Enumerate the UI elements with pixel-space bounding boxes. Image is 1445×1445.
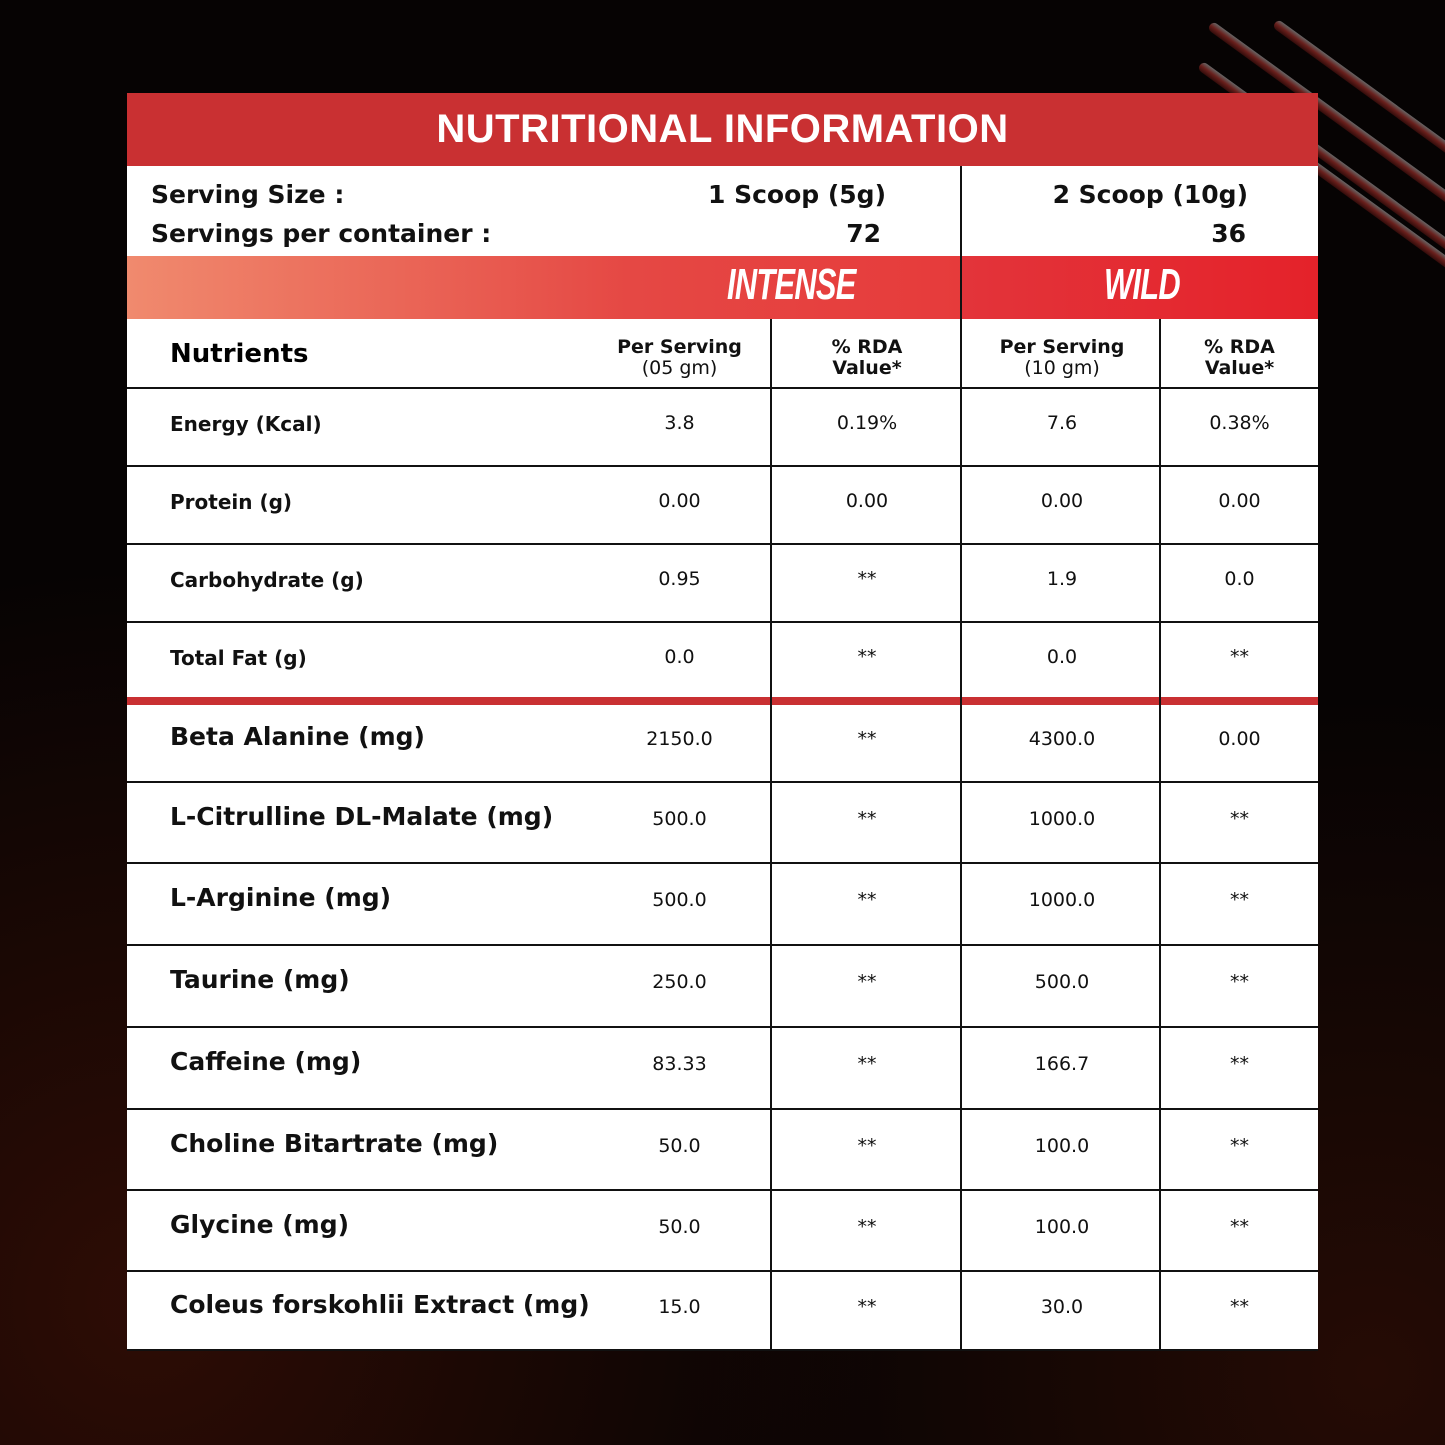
- cell-r2: **: [1230, 646, 1249, 668]
- cell-r1: **: [857, 646, 877, 668]
- cell-r1: **: [857, 807, 877, 830]
- header-text: % RDA: [831, 336, 903, 358]
- cell-v2: 1000.0: [1028, 807, 1096, 830]
- nutrient-name: Glycine (mg): [170, 1209, 350, 1239]
- cell-v1: 50.0: [658, 1134, 701, 1157]
- cell-r1: **: [857, 728, 877, 750]
- cell-v2: 0.00: [1040, 490, 1084, 512]
- cell-v1: 15.0: [658, 1295, 701, 1318]
- table-row: [127, 1110, 1318, 1191]
- table-row: [127, 389, 1318, 467]
- header-subtext: Value*: [1204, 357, 1275, 379]
- servings-per-container-label: Servings per container :: [151, 219, 492, 248]
- table-row: [127, 467, 1318, 545]
- table-row: [127, 783, 1318, 864]
- header-text: Per Serving: [617, 336, 742, 358]
- column-headers: [127, 319, 1318, 389]
- cell-v1: 0.95: [658, 568, 701, 590]
- table-row: [127, 1028, 1318, 1110]
- cell-v1: 0.00: [658, 490, 701, 512]
- cell-v1: 83.33: [652, 1053, 707, 1075]
- cell-r1: 0.19%: [836, 412, 898, 434]
- nutrient-name: Carbohydrate (g): [170, 568, 364, 592]
- intense-label: INTENSE: [727, 260, 856, 309]
- cell-r1: **: [857, 1215, 877, 1238]
- per-serving-1-header: [587, 337, 772, 379]
- header-subtext: (05 gm): [641, 357, 718, 379]
- cell-r1: **: [857, 1053, 877, 1075]
- nutrient-name: Beta Alanine (mg): [170, 722, 425, 751]
- cell-r2: **: [1230, 971, 1249, 993]
- table-row: [127, 705, 1318, 783]
- cell-v2: 7.6: [1046, 412, 1078, 434]
- cell-r1: **: [857, 568, 877, 590]
- nutrient-name: L-Arginine (mg): [170, 883, 392, 912]
- table-row: [127, 1272, 1318, 1351]
- nutrient-name: Coleus forskohlii Extract (mg): [170, 1289, 590, 1319]
- cell-v1: 2150.0: [646, 728, 713, 750]
- intense-flavor-band: [127, 256, 961, 319]
- table-row: [127, 623, 1318, 701]
- per-serving-2-header: [962, 337, 1162, 379]
- cell-r2: 0.00: [1218, 490, 1261, 512]
- rda-1-header: [772, 337, 962, 379]
- cell-v1: 500.0: [652, 807, 707, 830]
- cell-v2: 100.0: [1034, 1215, 1090, 1238]
- table-row: [127, 545, 1318, 623]
- cell-r1: **: [857, 889, 877, 911]
- nutrient-name: Total Fat (g): [170, 646, 307, 670]
- cell-r1: **: [857, 971, 877, 993]
- header-text: Per Serving: [999, 336, 1125, 358]
- cell-r1: **: [857, 1295, 877, 1318]
- cell-r2: **: [1230, 1295, 1249, 1318]
- nutrient-name: Taurine (mg): [170, 965, 350, 994]
- divider: [770, 319, 772, 1351]
- header-subtext: (10 gm): [1024, 357, 1100, 379]
- table-title: NUTRITIONAL INFORMATION: [127, 93, 1318, 166]
- cell-v1: 3.8: [664, 412, 695, 434]
- cell-v1: 500.0: [652, 889, 707, 911]
- cell-v2: 0.0: [1046, 646, 1078, 668]
- cell-r1: **: [857, 1134, 877, 1157]
- header-text: % RDA: [1204, 336, 1275, 358]
- cell-r2: **: [1230, 1134, 1249, 1157]
- section-divider: [127, 697, 1318, 705]
- cell-r2: **: [1230, 889, 1249, 911]
- cell-r2: **: [1230, 1215, 1249, 1238]
- nutrient-name: Choline Bitartrate (mg): [170, 1128, 499, 1158]
- cell-v2: 1000.0: [1028, 889, 1096, 911]
- divider: [960, 166, 962, 1351]
- intense-serving-size: 1 Scoop (5g): [707, 180, 886, 209]
- cell-v2: 4300.0: [1028, 728, 1096, 750]
- cell-r2: **: [1230, 807, 1249, 830]
- nutrient-name: Protein (g): [170, 490, 293, 514]
- cell-v2: 166.7: [1034, 1053, 1090, 1075]
- nutrients-header: Nutrients: [170, 339, 309, 369]
- table-row: [127, 864, 1318, 946]
- table-row: [127, 946, 1318, 1028]
- table-row: [127, 1191, 1318, 1272]
- wild-serving-size: 2 Scoop (10g): [1052, 180, 1248, 209]
- header-subtext: Value*: [832, 357, 902, 379]
- cell-r1: 0.00: [845, 490, 889, 512]
- cell-v2: 30.0: [1040, 1295, 1084, 1318]
- rda-2-header: [1161, 337, 1318, 379]
- nutrient-name: Caffeine (mg): [170, 1047, 362, 1076]
- cell-r2: 0.0: [1224, 568, 1255, 590]
- nutrient-name: Energy (Kcal): [170, 412, 322, 436]
- wild-label: WILD: [1104, 260, 1180, 309]
- cell-v2: 1.9: [1046, 568, 1078, 590]
- cell-v1: 0.0: [664, 646, 695, 668]
- cell-r2: **: [1230, 1053, 1249, 1075]
- nutrient-name: L-Citrulline DL-Malate (mg): [170, 801, 554, 831]
- cell-v2: 100.0: [1034, 1134, 1090, 1157]
- wild-flavor-band: [961, 256, 1318, 319]
- cell-v1: 50.0: [658, 1215, 701, 1238]
- wild-servings-count: 36: [1211, 219, 1246, 248]
- intense-servings-count: 72: [846, 219, 881, 248]
- serving-size-label: Serving Size :: [151, 180, 345, 209]
- serving-info: [127, 166, 1318, 256]
- cell-r2: 0.00: [1218, 728, 1261, 750]
- nutrition-table: [127, 93, 1318, 1351]
- cell-v2: 500.0: [1034, 971, 1090, 993]
- divider: [1159, 319, 1161, 1351]
- cell-v1: 250.0: [652, 971, 707, 993]
- cell-r2: 0.38%: [1209, 412, 1270, 434]
